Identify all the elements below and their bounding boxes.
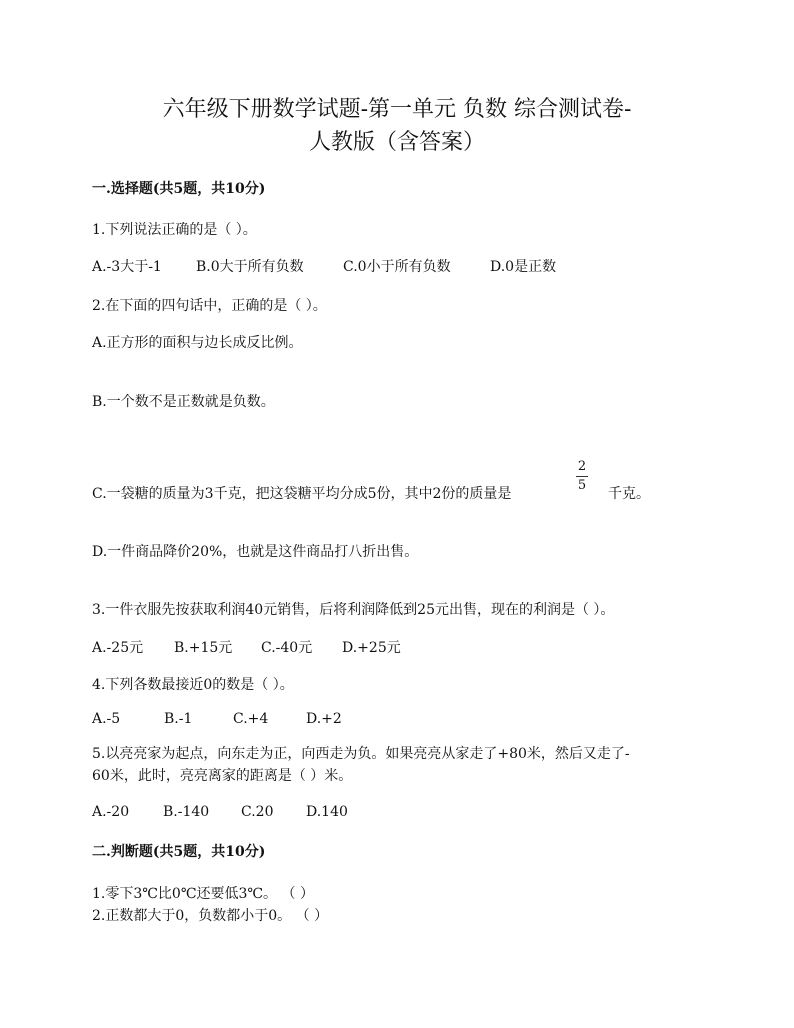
question-2-stem: 2.在下面的四句话中，正确的是（ ）。 [92, 298, 327, 314]
judgement-question-2: 2.正数都大于0，负数都小于0。 （ ） [92, 908, 329, 924]
question-5-option-a: A.-20 [92, 804, 130, 820]
question-2-option-a: A.正方形的面积与边长成反比例。 [92, 335, 303, 351]
fraction-numerator: 2 [577, 459, 587, 474]
page-title-line-2: 人教版（含答案） [308, 130, 485, 155]
question-1-options [92, 257, 556, 277]
question-5-option-c: C.20 [241, 804, 274, 820]
question-3-option-d: D.+25元 [342, 640, 401, 656]
section-1-heading: 一.选择题(共5题，共10分) [92, 181, 266, 197]
page-title-line-1: 六年级下册数学试题-第一单元 负数 综合测试卷- [162, 97, 632, 122]
question-4-option-b: B.-1 [164, 711, 193, 727]
question-2-option-d: D.一件商品降价20%，也就是这件商品打八折出售。 [92, 544, 419, 560]
question-1-stem: 1.下列说法正确的是（ ）。 [92, 222, 257, 238]
question-2-option-b: B.一个数不是正数就是负数。 [92, 394, 275, 410]
question-1-option-c: C.0小于所有负数 [343, 259, 451, 275]
question-5-option-b: B.-140 [163, 804, 210, 820]
question-4-option-d: D.+2 [306, 711, 342, 727]
question-4-stem: 4.下列各数最接近0的数是（ ）。 [92, 677, 294, 693]
judgement-question-1: 1.零下3℃比0℃还要低3℃。 （ ） [92, 886, 314, 902]
question-3-option-a: A.-25元 [92, 640, 144, 656]
section-2-heading: 二.判断题(共5题，共10分) [92, 844, 266, 860]
question-2-option-c: C.一袋糖的质量为3千克，把这袋糖平均分成5份，其中2份的质量是 [92, 486, 512, 502]
fraction-bar [576, 476, 588, 477]
question-3-stem: 3.一件衣服先按获取利润40元销售，后将利润降低到25元出售，现在的利润是（ ）。 [92, 602, 615, 618]
question-4-option-c: C.+4 [233, 711, 269, 727]
question-5-stem-line-2: 60米，此时，亮亮离家的距离是（ ）米。 [92, 768, 353, 784]
question-2-option-c-unit: 千克。 [608, 486, 650, 502]
question-5-option-d: D.140 [306, 804, 348, 820]
fraction-two-fifths [576, 459, 588, 494]
question-1-option-b: B.0大于所有负数 [196, 259, 304, 275]
question-4-options [92, 709, 342, 729]
question-3-options [92, 638, 401, 658]
question-3-option-c: C.-40元 [261, 640, 313, 656]
question-5-options [92, 802, 348, 822]
question-1-option-a: A.-3大于-1 [92, 259, 162, 275]
question-1-option-d: D.0是正数 [490, 259, 557, 275]
fraction-denominator: 5 [577, 478, 587, 493]
question-5-stem-line-1: 5.以亮亮家为起点，向东走为正，向西走为负。如果亮亮从家走了+80米，然后又走了- [92, 746, 630, 762]
question-3-option-b: B.+15元 [174, 640, 233, 656]
question-4-option-a: A.-5 [92, 711, 121, 727]
